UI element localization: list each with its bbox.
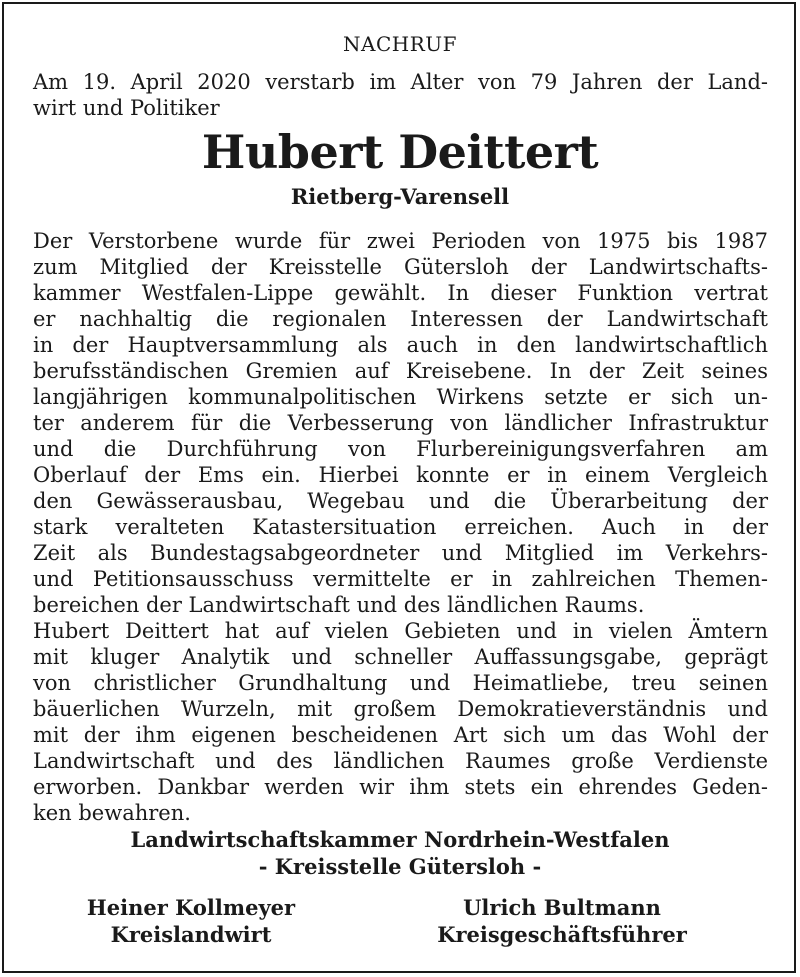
paragraph1-line: berufsständischen Gremien auf Kreisebene. In der Zeit seines [33, 359, 768, 383]
paragraph2-line: mit kluger Analytik und schneller Auffassungsgabe, geprägt [33, 645, 768, 669]
paragraph2-line: erworben. Dankbar werden wir ihm stets ein ehrendes Geden- [33, 775, 768, 799]
paragraph2-line: bäuerlichen Wurzeln, mit großem Demokratieverständnis und [33, 697, 768, 721]
paragraph1-line: Oberlauf der Ems ein. Hierbei konnte er in einem Vergleich [33, 463, 768, 487]
intro-line: wirt und Politiker [33, 96, 220, 120]
paragraph1-line: ter anderem für die Verbesserung von ländlicher Infrastruktur [33, 411, 768, 435]
paragraph1-line: langjährigen kommunalpolitischen Wirkens setzte er sich un- [33, 385, 768, 409]
paragraph1-line: und Petitionsausschuss vermittelte er in zahlreichen Themen- [33, 567, 768, 591]
paragraph1-line: zum Mitglied der Kreisstelle Gütersloh der Landwirtschafts- [33, 255, 768, 279]
paragraph1-line: den Gewässerausbau, Wegebau und die Überarbeitung der [33, 489, 768, 513]
paragraph1-line: kammer Westfalen-Lippe gewählt. In dieser Funktion vertrat [33, 281, 768, 305]
paragraph1-line: Zeit als Bundestagsabgeordneter und Mitglied im Verkehrs- [33, 541, 768, 565]
notice-heading: NACHRUF [343, 32, 457, 56]
paragraph1-line: stark veralteten Katastersituation erreichen. Auch in der [33, 515, 768, 539]
paragraph2-line: ken bewahren. [33, 801, 191, 825]
intro-line: Am 19. April 2020 verstarb im Alter von 79 Jahren der Land- [33, 70, 768, 94]
paragraph2-line: Landwirtschaft und des ländlichen Raumes große Verdienste [33, 749, 768, 773]
paragraph1-line: in der Hauptversammlung als auch in den landwirtschaftlich [33, 333, 768, 357]
paragraph1-line: bereichen der Landwirtschaft und des ländlichen Raums. [33, 593, 645, 617]
paragraph1-line: er nachhaltig die regionalen Interessen der Landwirtschaft [33, 307, 768, 331]
paragraph2-line: mit der ihm eigenen bescheidenen Art sich um das Wohl der [33, 723, 768, 747]
signatory-title: Kreisgeschäftsführer [437, 922, 687, 947]
organization-name: Landwirtschaftskammer Nordrhein-Westfalen [130, 827, 670, 852]
organization-department: - Kreisstelle Gütersloh - [258, 854, 542, 879]
paragraph1-line: und die Durchführung von Flurbereinigungsverfahren am [33, 437, 768, 461]
deceased-name: Hubert Deittert [201, 125, 599, 179]
signatory-name: Heiner Kollmeyer [86, 895, 296, 920]
deceased-place: Rietberg-Varensell [290, 184, 510, 209]
signatory-title: Kreislandwirt [110, 922, 272, 947]
paragraph2-line: Hubert Deittert hat auf vielen Gebieten und in vielen Ämtern [33, 619, 768, 643]
signatory-name: Ulrich Bultmann [463, 895, 661, 920]
paragraph2-line: von christlicher Grundhaltung und Heimatliebe, treu seinen [33, 671, 768, 695]
paragraph1-line: Der Verstorbene wurde für zwei Perioden von 1975 bis 1987 [33, 229, 768, 253]
